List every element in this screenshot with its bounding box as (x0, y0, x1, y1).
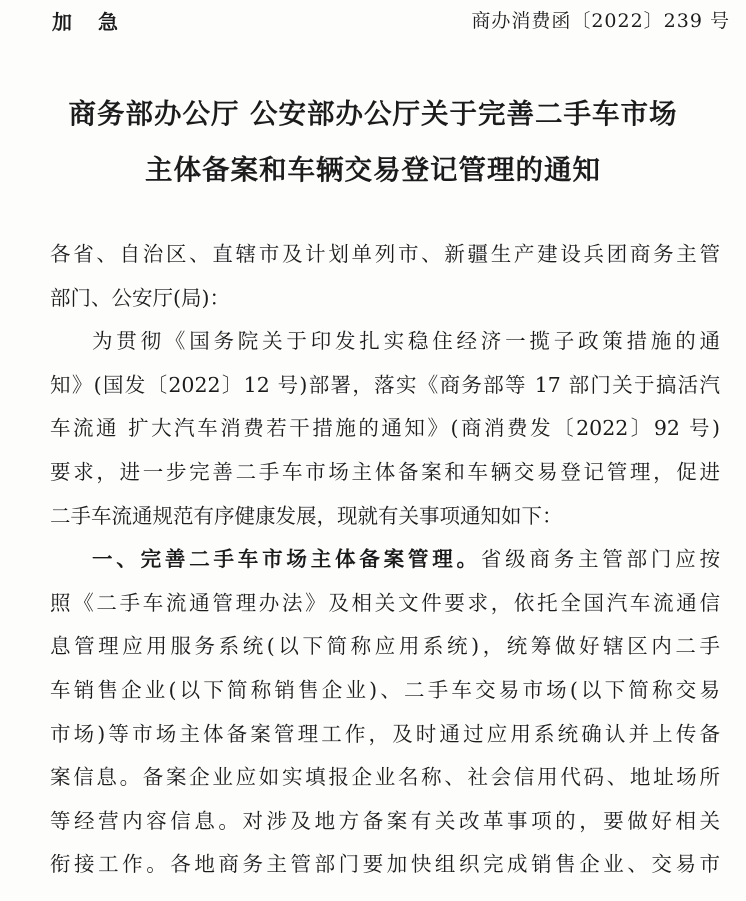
document-body (50, 233, 720, 887)
paragraph1-line-3: 车流通 扩大汽车消费若干措施的通知》(商消费发〔2022〕92 号) (50, 416, 720, 441)
section1-line-3: 息管理应用服务系统(以下简称应用系统)，统筹做好辖区内二手 (50, 634, 720, 659)
addressee-line-2: 部门、公安厅(局)： (50, 285, 230, 310)
title-line-2: 主体备案和车辆交易登记管理的通知 (145, 154, 601, 186)
section1-line-6: 案信息。备案企业应如实填报企业名称、社会信用代码、地址场所 (50, 765, 720, 790)
addressee-line-1: 各省、自治区、直辖市及计划单列市、新疆生产建设兵团商务主管 (50, 242, 720, 266)
section1-line-4: 车销售企业(以下简称销售企业)、二手车交易市场(以下简称交易 (50, 677, 720, 702)
document-title (0, 94, 746, 206)
paragraph1-line-5: 二手车流通规范有序健康发展，现就有关事项通知如下： (50, 503, 563, 528)
title-line-1: 商务部办公厅 公安部办公厅关于完善二手车市场 (68, 98, 678, 130)
section1-heading: 一、完善二手车市场主体备案管理。 (92, 547, 481, 572)
paragraph1-line-2: 知》(国发〔2022〕12 号)部署，落实《商务部等 17 部门关于搞活汽 (50, 372, 720, 397)
urgency-label: 加急 (52, 10, 144, 34)
section1-line-1 (50, 538, 720, 582)
paragraph1-line-1: 为贯彻《国务院关于印发扎实稳住经济一揽子政策措施的通 (92, 329, 720, 354)
section1-line-5: 市场)等市场主体备案管理工作，及时通过应用系统确认并上传备 (50, 721, 720, 746)
paragraph1-line-4: 要求，进一步完善二手车市场主体备案和车辆交易登记管理，促进 (50, 459, 720, 484)
section1-line-7: 等经营内容信息。对涉及地方备案有关改革事项的，要做好相关 (50, 808, 720, 833)
section1-line-8: 衔接工作。各地商务主管部门要加快组织完成销售企业、交易市 (50, 852, 720, 877)
document-number: 商办消费函〔2022〕239 号 (471, 10, 730, 32)
section1-line-2: 照《二手车流通管理办法》及相关文件要求，依托全国汽车流通信 (50, 590, 720, 615)
section1-line-1-rest: 省级商务主管部门应按 (480, 547, 720, 572)
